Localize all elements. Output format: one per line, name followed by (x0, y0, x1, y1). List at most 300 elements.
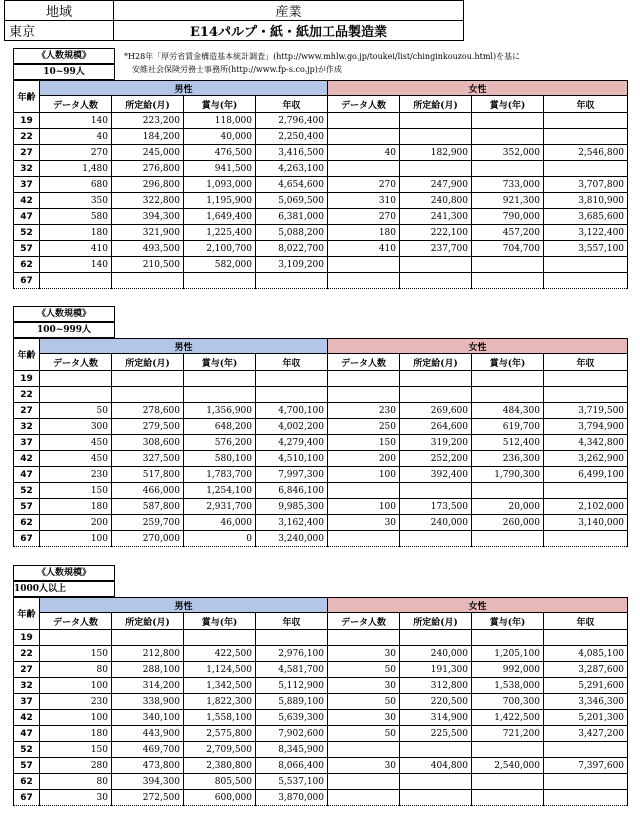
column-header-bonus: 賞与(年) (184, 613, 256, 630)
age-cell: 57 (14, 499, 40, 515)
table-row (14, 790, 628, 806)
male-salary-cell: 288,100 (112, 662, 184, 678)
table-row (14, 241, 628, 257)
female-annual-cell: 4,342,800 (544, 435, 628, 451)
header-row-gender (14, 598, 628, 613)
female-annual-cell: 3,794,900 (544, 419, 628, 435)
male-annual-cell: 5,088,200 (256, 225, 328, 241)
female-annual-cell: 3,685,600 (544, 209, 628, 225)
age-cell: 22 (14, 129, 40, 145)
female-annual-cell: 3,140,000 (544, 515, 628, 531)
male-bonus-cell: 476,500 (184, 145, 256, 161)
age-cell: 47 (14, 467, 40, 483)
column-header-annual: 年収 (256, 613, 328, 630)
column-header-bonus: 賞与(年) (184, 354, 256, 371)
female-salary-cell: 312,800 (400, 678, 472, 694)
female-bonus-cell (472, 129, 544, 145)
column-header-annual: 年収 (544, 96, 628, 113)
female-bonus-cell (472, 630, 544, 646)
male-annual-cell: 7,902,600 (256, 726, 328, 742)
age-header: 年齢 (14, 81, 40, 113)
male-annual-cell: 3,416,500 (256, 145, 328, 161)
female-salary-cell (400, 129, 472, 145)
male-bonus-cell: 1,225,400 (184, 225, 256, 241)
male-annual-cell: 5,889,100 (256, 694, 328, 710)
female-bonus-cell (472, 531, 544, 547)
column-header-bonus: 賞与(年) (184, 96, 256, 113)
male-count-cell: 100 (40, 531, 112, 547)
male-annual-cell: 3,162,400 (256, 515, 328, 531)
age-cell: 52 (14, 483, 40, 499)
table-row (14, 726, 628, 742)
female-bonus-cell (472, 371, 544, 387)
female-annual-cell: 7,397,600 (544, 758, 628, 774)
male-annual-cell (256, 630, 328, 646)
male-bonus-cell: 2,100,700 (184, 241, 256, 257)
column-header-annual: 年収 (256, 354, 328, 371)
male-salary-cell: 340,100 (112, 710, 184, 726)
female-salary-cell: 392,400 (400, 467, 472, 483)
age-cell: 27 (14, 662, 40, 678)
header-table (4, 0, 464, 41)
female-bonus-cell: 721,200 (472, 726, 544, 742)
female-annual-cell (544, 387, 628, 403)
size-label: 《人数規模》 (13, 565, 115, 581)
female-annual-cell: 3,262,900 (544, 451, 628, 467)
female-count-cell (328, 129, 400, 145)
age-cell: 42 (14, 710, 40, 726)
header-row-columns (14, 96, 628, 113)
male-annual-cell: 2,796,400 (256, 113, 328, 129)
female-bonus-cell: 236,300 (472, 451, 544, 467)
male-count-cell: 150 (40, 483, 112, 499)
female-salary-cell (400, 161, 472, 177)
female-salary-cell: 240,000 (400, 646, 472, 662)
male-bonus-cell: 2,380,800 (184, 758, 256, 774)
age-cell: 57 (14, 241, 40, 257)
table-row (14, 145, 628, 161)
column-header-salary: 所定給(月) (112, 96, 184, 113)
female-bonus-cell: 1,422,500 (472, 710, 544, 726)
table-row (14, 678, 628, 694)
age-header: 年齢 (14, 339, 40, 371)
male-bonus-cell: 1,649,400 (184, 209, 256, 225)
male-count-cell: 200 (40, 515, 112, 531)
male-count-cell: 410 (40, 241, 112, 257)
male-bonus-cell: 118,000 (184, 113, 256, 129)
female-count-cell (328, 790, 400, 806)
female-salary-cell: 252,200 (400, 451, 472, 467)
male-bonus-cell: 422,500 (184, 646, 256, 662)
table-row (14, 435, 628, 451)
female-salary-cell (400, 257, 472, 273)
male-annual-cell: 4,581,700 (256, 662, 328, 678)
age-cell: 27 (14, 145, 40, 161)
salary-table (13, 338, 628, 547)
female-salary-cell (400, 387, 472, 403)
female-bonus-cell: 992,000 (472, 662, 544, 678)
male-bonus-cell: 40,000 (184, 129, 256, 145)
female-count-cell: 30 (328, 678, 400, 694)
size-value: 100~999人 (13, 322, 115, 338)
age-header: 年齢 (14, 598, 40, 630)
male-salary-cell: 394,300 (112, 774, 184, 790)
table-row (14, 774, 628, 790)
age-cell: 67 (14, 273, 40, 289)
salary-table (13, 597, 628, 806)
male-count-cell: 80 (40, 662, 112, 678)
industry-value: E14パルプ・紙・紙加工品製造業 (114, 21, 464, 41)
female-count-cell (328, 630, 400, 646)
male-annual-cell: 5,069,500 (256, 193, 328, 209)
female-bonus-cell: 457,200 (472, 225, 544, 241)
male-annual-cell: 6,381,000 (256, 209, 328, 225)
male-salary-cell: 184,200 (112, 129, 184, 145)
male-salary-cell: 473,800 (112, 758, 184, 774)
female-annual-cell (544, 790, 628, 806)
female-count-cell (328, 742, 400, 758)
age-cell: 47 (14, 726, 40, 742)
column-header-count: データ人数 (40, 613, 112, 630)
male-annual-cell: 4,002,200 (256, 419, 328, 435)
male-salary-cell: 314,200 (112, 678, 184, 694)
male-count-cell: 450 (40, 451, 112, 467)
table-row (14, 662, 628, 678)
male-count-cell: 680 (40, 177, 112, 193)
male-annual-cell: 3,870,000 (256, 790, 328, 806)
region-value: 東京 (5, 21, 114, 41)
female-annual-cell: 3,287,600 (544, 662, 628, 678)
female-annual-cell: 3,810,900 (544, 193, 628, 209)
male-bonus-cell: 1,093,000 (184, 177, 256, 193)
male-bonus-cell: 2,931,700 (184, 499, 256, 515)
female-count-cell: 250 (328, 419, 400, 435)
age-cell: 22 (14, 646, 40, 662)
age-cell: 62 (14, 774, 40, 790)
male-bonus-cell: 1,783,700 (184, 467, 256, 483)
male-count-cell: 1,480 (40, 161, 112, 177)
table-row (14, 646, 628, 662)
male-bonus-cell (184, 273, 256, 289)
male-count-cell: 350 (40, 193, 112, 209)
male-annual-cell: 8,345,900 (256, 742, 328, 758)
table-row (14, 419, 628, 435)
female-annual-cell: 3,557,100 (544, 241, 628, 257)
table-row (14, 403, 628, 419)
male-salary-cell (112, 630, 184, 646)
female-count-cell: 100 (328, 467, 400, 483)
female-salary-cell (400, 774, 472, 790)
age-cell: 67 (14, 790, 40, 806)
female-annual-cell: 2,546,800 (544, 145, 628, 161)
source-note-line1: *H28年「厚労省賃金構造基本統計調査」(http://www.mhlw.go.jp/toukei/list/chinginkouzou.html)を基に (124, 52, 521, 61)
male-salary-cell: 296,800 (112, 177, 184, 193)
female-annual-cell: 6,499,100 (544, 467, 628, 483)
male-salary-cell (112, 371, 184, 387)
age-cell: 19 (14, 630, 40, 646)
female-bonus-cell: 733,000 (472, 177, 544, 193)
column-header-annual: 年収 (544, 354, 628, 371)
male-bonus-cell: 1,342,500 (184, 678, 256, 694)
female-count-cell: 270 (328, 209, 400, 225)
male-bonus-cell: 1,124,500 (184, 662, 256, 678)
male-bonus-cell: 648,200 (184, 419, 256, 435)
male-count-cell: 230 (40, 694, 112, 710)
male-salary-cell: 493,500 (112, 241, 184, 257)
table-row (14, 515, 628, 531)
age-cell: 37 (14, 435, 40, 451)
female-bonus-cell: 704,700 (472, 241, 544, 257)
male-salary-cell: 469,700 (112, 742, 184, 758)
female-count-cell (328, 387, 400, 403)
female-salary-cell: 240,800 (400, 193, 472, 209)
female-salary-cell: 319,200 (400, 435, 472, 451)
female-bonus-cell (472, 742, 544, 758)
male-salary-cell: 212,800 (112, 646, 184, 662)
age-cell: 19 (14, 113, 40, 129)
size-label: 《人数規模》 (13, 306, 115, 322)
table-row (14, 273, 628, 289)
age-cell: 52 (14, 225, 40, 241)
table-row (14, 758, 628, 774)
female-salary-cell: 225,500 (400, 726, 472, 742)
table-row (14, 113, 628, 129)
size-value: 10~99人 (13, 64, 115, 80)
age-cell: 27 (14, 403, 40, 419)
male-bonus-cell: 580,100 (184, 451, 256, 467)
male-annual-cell: 8,066,400 (256, 758, 328, 774)
table-row (14, 209, 628, 225)
female-salary-cell: 264,600 (400, 419, 472, 435)
male-count-cell: 450 (40, 435, 112, 451)
male-header: 男性 (40, 598, 328, 613)
male-annual-cell: 4,654,600 (256, 177, 328, 193)
male-annual-cell: 5,537,100 (256, 774, 328, 790)
female-bonus-cell: 921,300 (472, 193, 544, 209)
male-annual-cell: 6,846,100 (256, 483, 328, 499)
male-salary-cell: 308,600 (112, 435, 184, 451)
male-salary-cell: 322,800 (112, 193, 184, 209)
female-bonus-cell: 700,300 (472, 694, 544, 710)
male-annual-cell: 4,700,100 (256, 403, 328, 419)
female-bonus-cell (472, 790, 544, 806)
female-count-cell: 30 (328, 515, 400, 531)
male-bonus-cell: 600,000 (184, 790, 256, 806)
age-cell: 62 (14, 515, 40, 531)
male-bonus-cell (184, 630, 256, 646)
female-salary-cell (400, 531, 472, 547)
male-count-cell: 30 (40, 790, 112, 806)
header-row-gender (14, 81, 628, 96)
female-salary-cell: 220,500 (400, 694, 472, 710)
female-annual-cell: 5,291,600 (544, 678, 628, 694)
female-annual-cell: 4,085,100 (544, 646, 628, 662)
female-count-cell: 30 (328, 646, 400, 662)
table-row (14, 499, 628, 515)
female-bonus-cell: 1,205,100 (472, 646, 544, 662)
male-count-cell: 280 (40, 758, 112, 774)
column-header-annual: 年収 (544, 613, 628, 630)
male-salary-cell: 245,000 (112, 145, 184, 161)
column-header-salary: 所定給(月) (400, 96, 472, 113)
header-row-columns (14, 613, 628, 630)
female-header: 女性 (328, 339, 628, 354)
column-header-count: データ人数 (328, 354, 400, 371)
male-annual-cell: 2,250,400 (256, 129, 328, 145)
male-salary-cell: 466,000 (112, 483, 184, 499)
female-bonus-cell (472, 387, 544, 403)
age-cell: 67 (14, 531, 40, 547)
male-salary-cell (112, 273, 184, 289)
male-count-cell: 300 (40, 419, 112, 435)
column-header-bonus: 賞与(年) (472, 354, 544, 371)
female-salary-cell: 241,300 (400, 209, 472, 225)
female-count-cell: 310 (328, 193, 400, 209)
age-cell: 37 (14, 177, 40, 193)
table-row (14, 387, 628, 403)
male-salary-cell: 278,600 (112, 403, 184, 419)
male-bonus-cell: 1,254,100 (184, 483, 256, 499)
male-bonus-cell (184, 371, 256, 387)
male-count-cell: 150 (40, 742, 112, 758)
male-bonus-cell: 0 (184, 531, 256, 547)
age-cell: 52 (14, 742, 40, 758)
male-salary-cell (112, 387, 184, 403)
male-salary-cell: 443,900 (112, 726, 184, 742)
male-bonus-cell (184, 387, 256, 403)
female-annual-cell (544, 257, 628, 273)
female-salary-cell (400, 371, 472, 387)
male-salary-cell: 338,900 (112, 694, 184, 710)
female-bonus-cell: 2,540,000 (472, 758, 544, 774)
table-row (14, 161, 628, 177)
female-annual-cell (544, 371, 628, 387)
age-cell: 32 (14, 161, 40, 177)
table-row (14, 451, 628, 467)
female-count-cell: 40 (328, 145, 400, 161)
region-label: 地域 (5, 1, 114, 21)
female-bonus-cell (472, 161, 544, 177)
male-annual-cell (256, 371, 328, 387)
age-cell: 32 (14, 678, 40, 694)
table-row (14, 371, 628, 387)
male-annual-cell: 2,976,100 (256, 646, 328, 662)
column-header-count: データ人数 (328, 96, 400, 113)
age-cell: 42 (14, 193, 40, 209)
female-count-cell: 270 (328, 177, 400, 193)
table-row (14, 742, 628, 758)
female-count-cell (328, 531, 400, 547)
female-annual-cell (544, 630, 628, 646)
female-count-cell (328, 774, 400, 790)
table-row (14, 193, 628, 209)
female-count-cell: 410 (328, 241, 400, 257)
female-salary-cell: 269,600 (400, 403, 472, 419)
male-count-cell: 80 (40, 774, 112, 790)
column-header-salary: 所定給(月) (112, 354, 184, 371)
male-bonus-cell: 46,000 (184, 515, 256, 531)
age-cell: 22 (14, 387, 40, 403)
male-bonus-cell: 1,195,900 (184, 193, 256, 209)
table-row (14, 710, 628, 726)
age-cell: 37 (14, 694, 40, 710)
age-cell: 42 (14, 451, 40, 467)
table-row (14, 630, 628, 646)
male-count-cell: 40 (40, 129, 112, 145)
female-bonus-cell: 619,700 (472, 419, 544, 435)
female-count-cell: 200 (328, 451, 400, 467)
column-header-salary: 所定給(月) (400, 354, 472, 371)
female-annual-cell: 3,346,300 (544, 694, 628, 710)
male-count-cell: 180 (40, 726, 112, 742)
age-cell: 32 (14, 419, 40, 435)
salary-table (13, 80, 628, 289)
female-count-cell: 30 (328, 758, 400, 774)
female-salary-cell: 173,500 (400, 499, 472, 515)
male-salary-cell: 270,000 (112, 531, 184, 547)
male-salary-cell: 327,500 (112, 451, 184, 467)
column-header-bonus: 賞与(年) (472, 96, 544, 113)
female-bonus-cell: 20,000 (472, 499, 544, 515)
column-header-salary: 所定給(月) (400, 613, 472, 630)
male-annual-cell (256, 273, 328, 289)
column-header-count: データ人数 (40, 354, 112, 371)
female-salary-cell (400, 113, 472, 129)
male-annual-cell: 5,639,300 (256, 710, 328, 726)
female-annual-cell: 3,707,800 (544, 177, 628, 193)
male-header: 男性 (40, 339, 328, 354)
male-annual-cell (256, 387, 328, 403)
male-salary-cell: 223,200 (112, 113, 184, 129)
female-bonus-cell: 260,000 (472, 515, 544, 531)
female-header: 女性 (328, 81, 628, 96)
female-annual-cell: 2,102,000 (544, 499, 628, 515)
female-count-cell: 50 (328, 662, 400, 678)
male-count-cell: 50 (40, 403, 112, 419)
female-count-cell: 230 (328, 403, 400, 419)
table-row (14, 129, 628, 145)
size-label: 《人数規模》 (13, 48, 115, 64)
age-cell: 62 (14, 257, 40, 273)
female-count-cell: 150 (328, 435, 400, 451)
male-annual-cell: 9,985,300 (256, 499, 328, 515)
male-annual-cell: 8,022,700 (256, 241, 328, 257)
male-count-cell (40, 371, 112, 387)
female-annual-cell (544, 742, 628, 758)
male-salary-cell: 279,500 (112, 419, 184, 435)
female-salary-cell: 314,900 (400, 710, 472, 726)
column-header-count: データ人数 (328, 613, 400, 630)
male-bonus-cell: 1,356,900 (184, 403, 256, 419)
male-salary-cell: 276,800 (112, 161, 184, 177)
male-count-cell: 180 (40, 499, 112, 515)
female-salary-cell (400, 273, 472, 289)
female-count-cell: 50 (328, 726, 400, 742)
female-count-cell (328, 161, 400, 177)
female-salary-cell: 404,800 (400, 758, 472, 774)
female-annual-cell (544, 483, 628, 499)
male-count-cell: 150 (40, 646, 112, 662)
table-row (14, 225, 628, 241)
male-annual-cell: 3,109,200 (256, 257, 328, 273)
male-count-cell: 140 (40, 257, 112, 273)
female-count-cell (328, 257, 400, 273)
female-annual-cell (544, 531, 628, 547)
column-header-salary: 所定給(月) (112, 613, 184, 630)
female-count-cell: 180 (328, 225, 400, 241)
table-row (14, 257, 628, 273)
female-bonus-cell: 352,000 (472, 145, 544, 161)
